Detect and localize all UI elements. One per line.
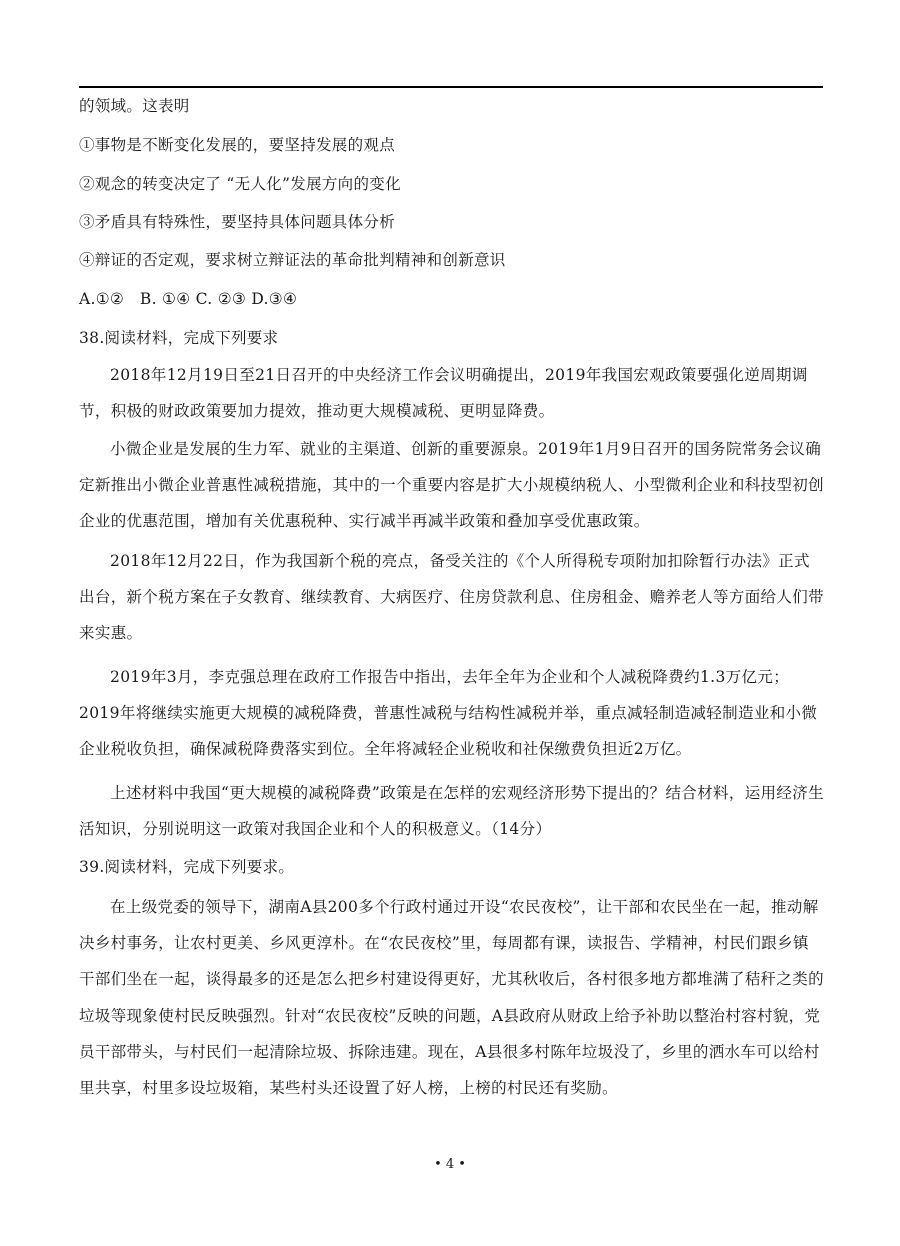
q38-paragraph-1: 2018年12月19日至21日召开的中央经济工作会议明确提出，2019年我国宏观政策要强化逆周期调节，积极的财政政策要加力提效，推动更大规模减税、更明显降费。 xyxy=(79,366,808,421)
page-number: • 4 • xyxy=(434,1157,466,1172)
option-2: ②观念的转变决定了 “无人化”发展方向的变化 xyxy=(79,175,401,193)
q38-question: 上述材料中我国“更大规模的减税降费”政策是在怎样的宏观经济形势下提出的？结合材料，运用经济生活知识，分别说明这一政策对我国企业和个人的积极意义。（14分） xyxy=(79,784,824,839)
q38-heading: 38.阅读材料，完成下列要求 xyxy=(79,329,279,347)
top-rule xyxy=(79,86,823,88)
q39-paragraph: 在上级党委的领导下，湖南A县200多个行政村通过开设“农民夜校”，让干部和农民坐在一起，推动解决乡村事务，让农村更美、乡风更淳朴。在“农民夜校”里，每周都有课，读报告、学精神，村民们跟乡镇干部们坐在一起，谈得最多的还是怎么把乡村建设得更好，尤其秋收后，各村很多地方都堆满了秸秆之类的垃圾等现象使村民反映强烈。针对“农民夜校”反映的问题，A县政府从财政上给予补助以整治村容村貌，党员干部带头，与村民们一起清除垃圾、拆除违建。现在，A县很多村陈年垃圾没了，乡里的洒水车可以给村里共享，村里多设垃圾箱，某些村头还设置了好人榜，上榜的村民还有奖励。 xyxy=(79,898,824,1098)
option-1: ①事物是不断变化发展的，要坚持发展的观点 xyxy=(79,136,396,154)
option-3: ③矛盾具有特殊性，要坚持具体问题具体分析 xyxy=(79,213,396,231)
q38-paragraph-4: 2019年3月，李克强总理在政府工作报告中指出，去年全年为企业和个人减税降费约1.3万亿元；2019年将继续实施更大规模的减税降费，普惠性减税与结构性减税并举，重点减轻制造减轻制造业和小微企业税收负担，确保减税降费落实到位。全年将减轻企业税收和社保缴费负担近2万亿。 xyxy=(79,668,818,759)
option-4: ④辩证的否定观，要求树立辩证法的革命批判精神和创新意识 xyxy=(79,251,506,269)
q38-paragraph-3: 2018年12月22日，作为我国新个税的亮点，备受关注的《个人所得税专项附加扣除暂行办法》正式出台，新个税方案在子女教育、继续教育、大病医疗、住房贷款利息、住房租金、赡养老人等方面给人们带来实惠。 xyxy=(79,552,824,643)
continuation-text: 的领域。这表明 xyxy=(79,97,190,115)
answer-choices: A.①② B. ①④ C. ②③ D.③④ xyxy=(79,290,298,308)
q38-paragraph-2: 小微企业是发展的生力军、就业的主渠道、创新的重要源泉。2019年1月9日召开的国务院常务会议确定新推出小微企业普惠性减税措施，其中的一个重要内容是扩大小规模纳税人、小型微利企业和科技型初创企业的优惠范围，增加有关优惠税种、实行减半再减半政策和叠加享受优惠政策。 xyxy=(79,440,824,531)
q39-heading: 39.阅读材料，完成下列要求。 xyxy=(79,858,295,876)
